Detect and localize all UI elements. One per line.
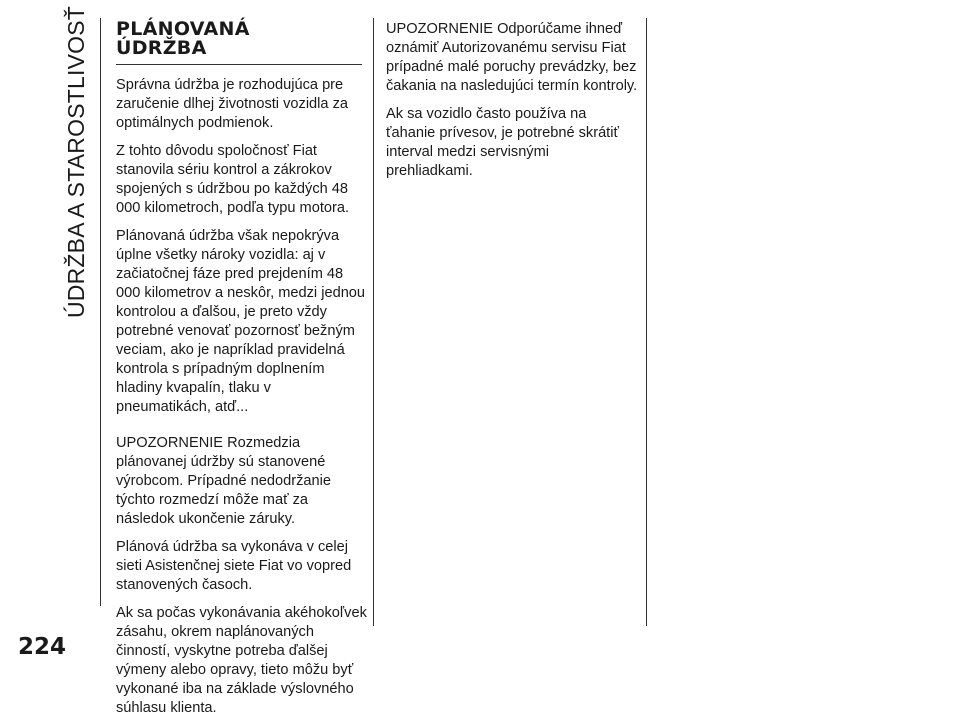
- section-heading: [116, 20, 362, 65]
- chapter-title: ÚDRŽBA A STAROSTLIVOSŤ: [63, 6, 89, 318]
- left-divider: [100, 18, 101, 606]
- page-number: 224: [18, 634, 67, 660]
- paragraph-network: Plánová údržba sa vykonáva v celej sieti Asistenčnej siete Fiat vo vopred stanovených časoch.: [116, 539, 352, 593]
- right-column: [386, 20, 638, 190]
- section-heading-line2: ÚDRŽBA: [116, 37, 207, 59]
- middle-divider: [373, 18, 374, 626]
- right-divider: [646, 18, 647, 626]
- paragraph-warning-warranty: UPOZORNENIE Rozmedzia plánovanej údržby sú stanovené výrobcom. Prípadné nedodržanie týchto rozmedzí môže mať za následok ukončenie záruky.: [116, 435, 331, 527]
- paragraph-intro: Správna údržba je rozhodujúca pre zaručenie dlhej životnosti vozidla za optimálnych podmienok.: [116, 77, 349, 131]
- paragraph-intervals: Z tohto dôvodu spoločnosť Fiat stanovila sériu kontrol a zákrokov spojených s údržbou po každých 48 000 kilometroch, podľa typu motora.: [116, 143, 350, 216]
- paragraph-coverage: Plánovaná údržba však nepokrýva úplne všetky nároky vozidla: aj v začiatočnej fáze pred prejdením 48 000 kilometrov a neskôr, medzi jednou kontrolou a ďalšou, je preto vždy potrebné venovať pozornosť bežným veciam, ako je napríklad pravidelná kontrola s prípadným doplnením hladiny kvapalín, tlaku v pneumatikách, atď...: [116, 228, 366, 415]
- section-heading-line1: PLÁNOVANÁ: [116, 18, 250, 40]
- paragraph-towing: Ak sa vozidlo často používa na ťahanie prívesov, je potrebné skrátiť interval medzi servisnými prehliadkami.: [386, 106, 619, 179]
- paragraph-warning-faults: UPOZORNENIE Odporúčame ihneď oznámiť Autorizovanému servisu Fiat prípadné malé poruchy prevádzky, bez čakania na nasledujúci termín kontroly.: [386, 21, 638, 94]
- paragraph-extra-repairs: Ak sa počas vykonávania akéhokoľvek zásahu, okrem naplánovaných činností, vyskytne potreba ďalšej výmeny alebo opravy, tieto môžu byť vykonané iba na základe výslovného súhlasu klienta.: [116, 605, 367, 716]
- left-column: [116, 20, 368, 727]
